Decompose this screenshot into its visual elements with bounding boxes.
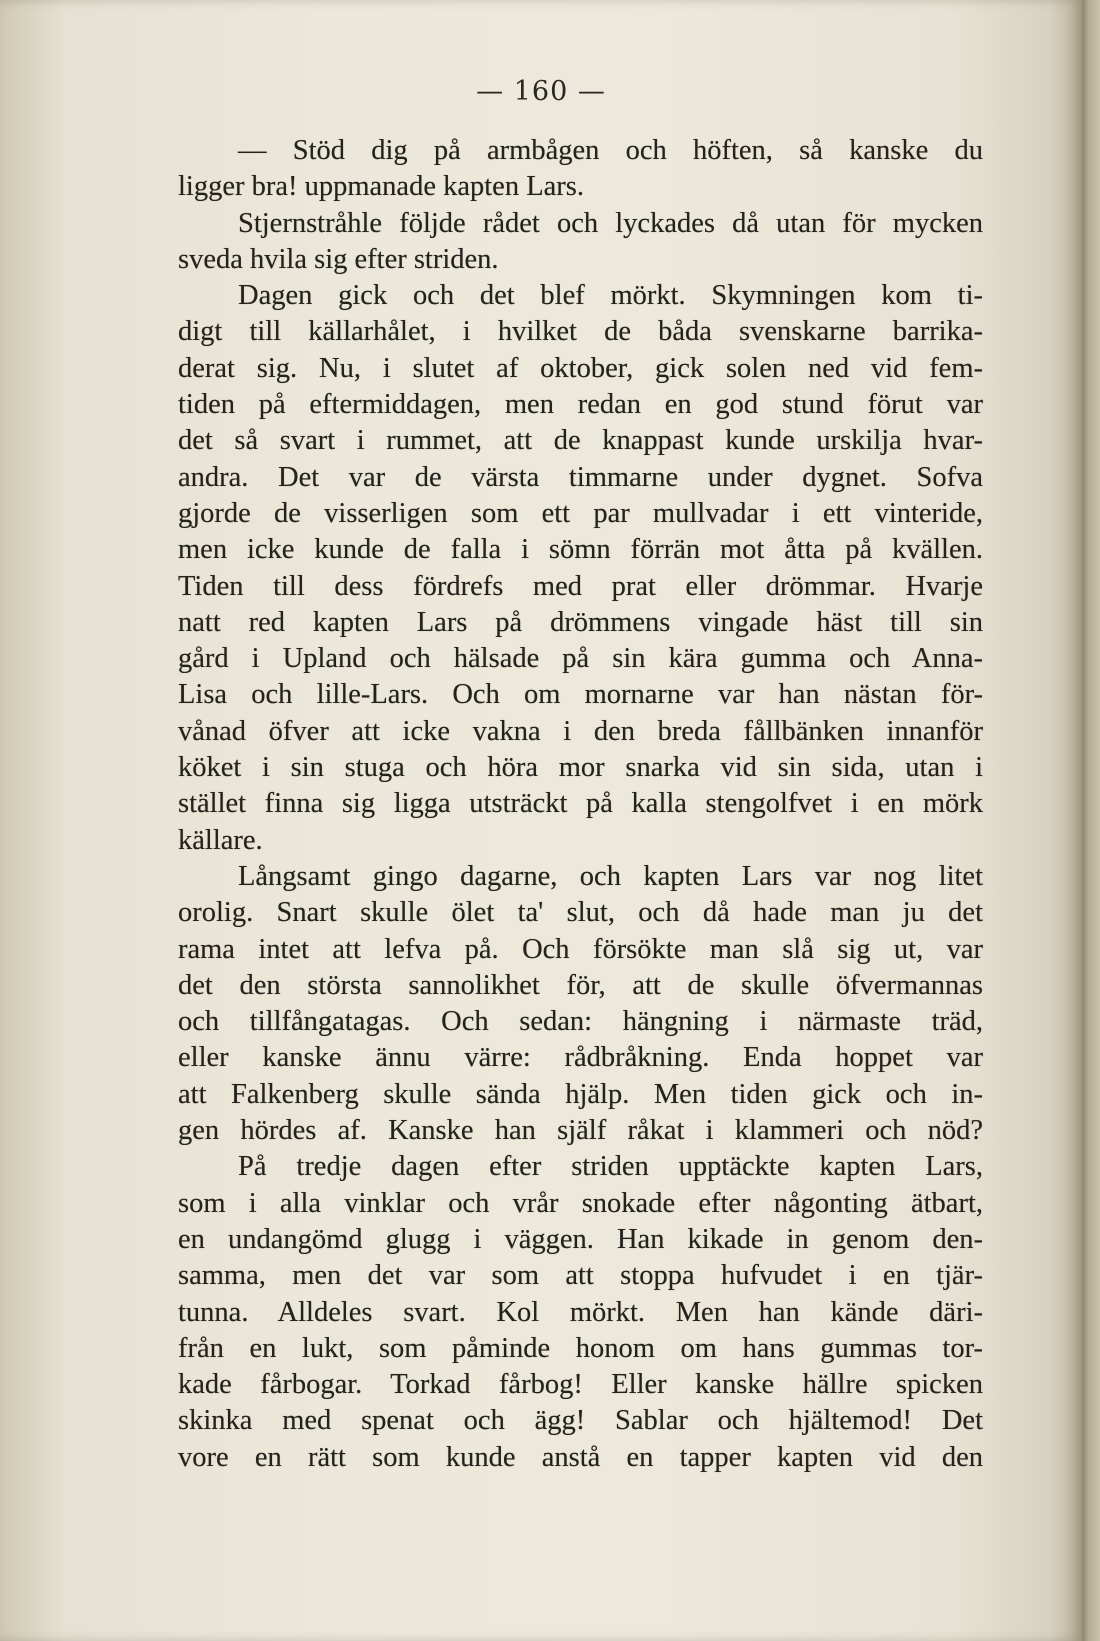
text-line: Långsamt gingo dagarne, och kapten Lars var nog litet [238, 860, 983, 892]
text-line: samma, men det var som att stoppa hufvudet i en tjär- [178, 1260, 983, 1292]
text-line: källare. [178, 824, 263, 856]
text-line: kade fårbogar. Torkad fårbog! Eller kanske hällre spicken [178, 1369, 983, 1401]
text-line: att Falkenberg skulle sända hjälp. Men tiden gick och in- [178, 1078, 983, 1110]
page-number: — 160 — [476, 76, 606, 107]
text-line: från en lukt, som påminde honom om hans gummas tor- [178, 1332, 983, 1364]
text-line: det den största sannolikhet för, att de skulle öfvermannas [178, 969, 983, 1001]
text-line: Lisa och lille-Lars. Och om mornarne var han nästan för- [178, 679, 983, 711]
text-line: stället finna sig ligga utsträckt på kalla stengolfvet i en mörk [178, 788, 983, 820]
text-line: Dagen gick och det blef mörkt. Skymningen kom ti- [238, 280, 983, 312]
text-line: orolig. Snart skulle ölet ta' slut, och då hade man ju det [178, 897, 983, 929]
page-edge [1082, 0, 1100, 1641]
text-line: natt red kapten Lars på drömmens vingade häst till sin [178, 606, 983, 638]
text-line: tunna. Alldeles svart. Kol mörkt. Men han kände däri- [178, 1296, 983, 1328]
text-line: skinka med spenat och ägg! Sablar och hjältemod! Det [178, 1405, 983, 1437]
text-line: gjorde de visserligen som ett par mullvadar i ett vinteride, [178, 497, 983, 529]
text-line: eller kanske ännu värre: rådbråkning. Enda hoppet var [178, 1042, 983, 1074]
text-line: vore en rätt som kunde anstå en tapper kapten vid den [178, 1441, 983, 1473]
text-line: ligger bra! uppmanade kapten Lars. [178, 171, 584, 203]
text-line: gen hördes af. Kanske han själf råkat i klammeri och nöd? [178, 1115, 983, 1147]
text-line: — Stöd dig på armbågen och höften, så kanske du [238, 135, 983, 166]
text-line: en undangömd glugg i väggen. Han kikade in genom den- [178, 1223, 983, 1255]
text-line: som i alla vinklar och vrår snokade efter någonting ätbart, [178, 1187, 983, 1219]
text-line: rama intet att lefva på. Och försökte man slå sig ut, var [178, 933, 983, 965]
text-line: men icke kunde de falla i sömn förrän mot åtta på kvällen. [178, 534, 983, 566]
text-line: tiden på eftermiddagen, men redan en god stund förut var [178, 389, 983, 421]
text-line: sveda hvila sig efter striden. [178, 243, 499, 275]
text-line: derat sig. Nu, i slutet af oktober, gick solen ned vid fem- [178, 352, 983, 384]
text-line: vånad öfver att icke vakna i den breda fållbänken innanför [178, 715, 983, 747]
text-line: Stjernstråhle följde rådet och lyckades då utan för mycken [238, 207, 983, 239]
body-text [178, 133, 983, 1476]
text-line: På tredje dagen efter striden upptäckte kapten Lars, [238, 1151, 983, 1183]
text-line: gård i Upland och hälsade på sin kära gumma och Anna- [178, 643, 983, 675]
text-line: digt till källarhålet, i hvilket de båda svenskarne barrika- [178, 316, 983, 348]
text-line: och tillfångatagas. Och sedan: hängning i närmaste träd, [178, 1006, 983, 1038]
text-line: köket i sin stuga och höra mor snarka vid sin sida, utan i [178, 752, 983, 784]
text-line: andra. Det var de värsta timmarne under dygnet. Sofva [178, 461, 983, 493]
text-line: det så svart i rummet, att de knappast kunde urskilja hvar- [178, 425, 983, 457]
text-line: Tiden till dess fördrefs med prat eller drömmar. Hvarje [178, 570, 983, 602]
